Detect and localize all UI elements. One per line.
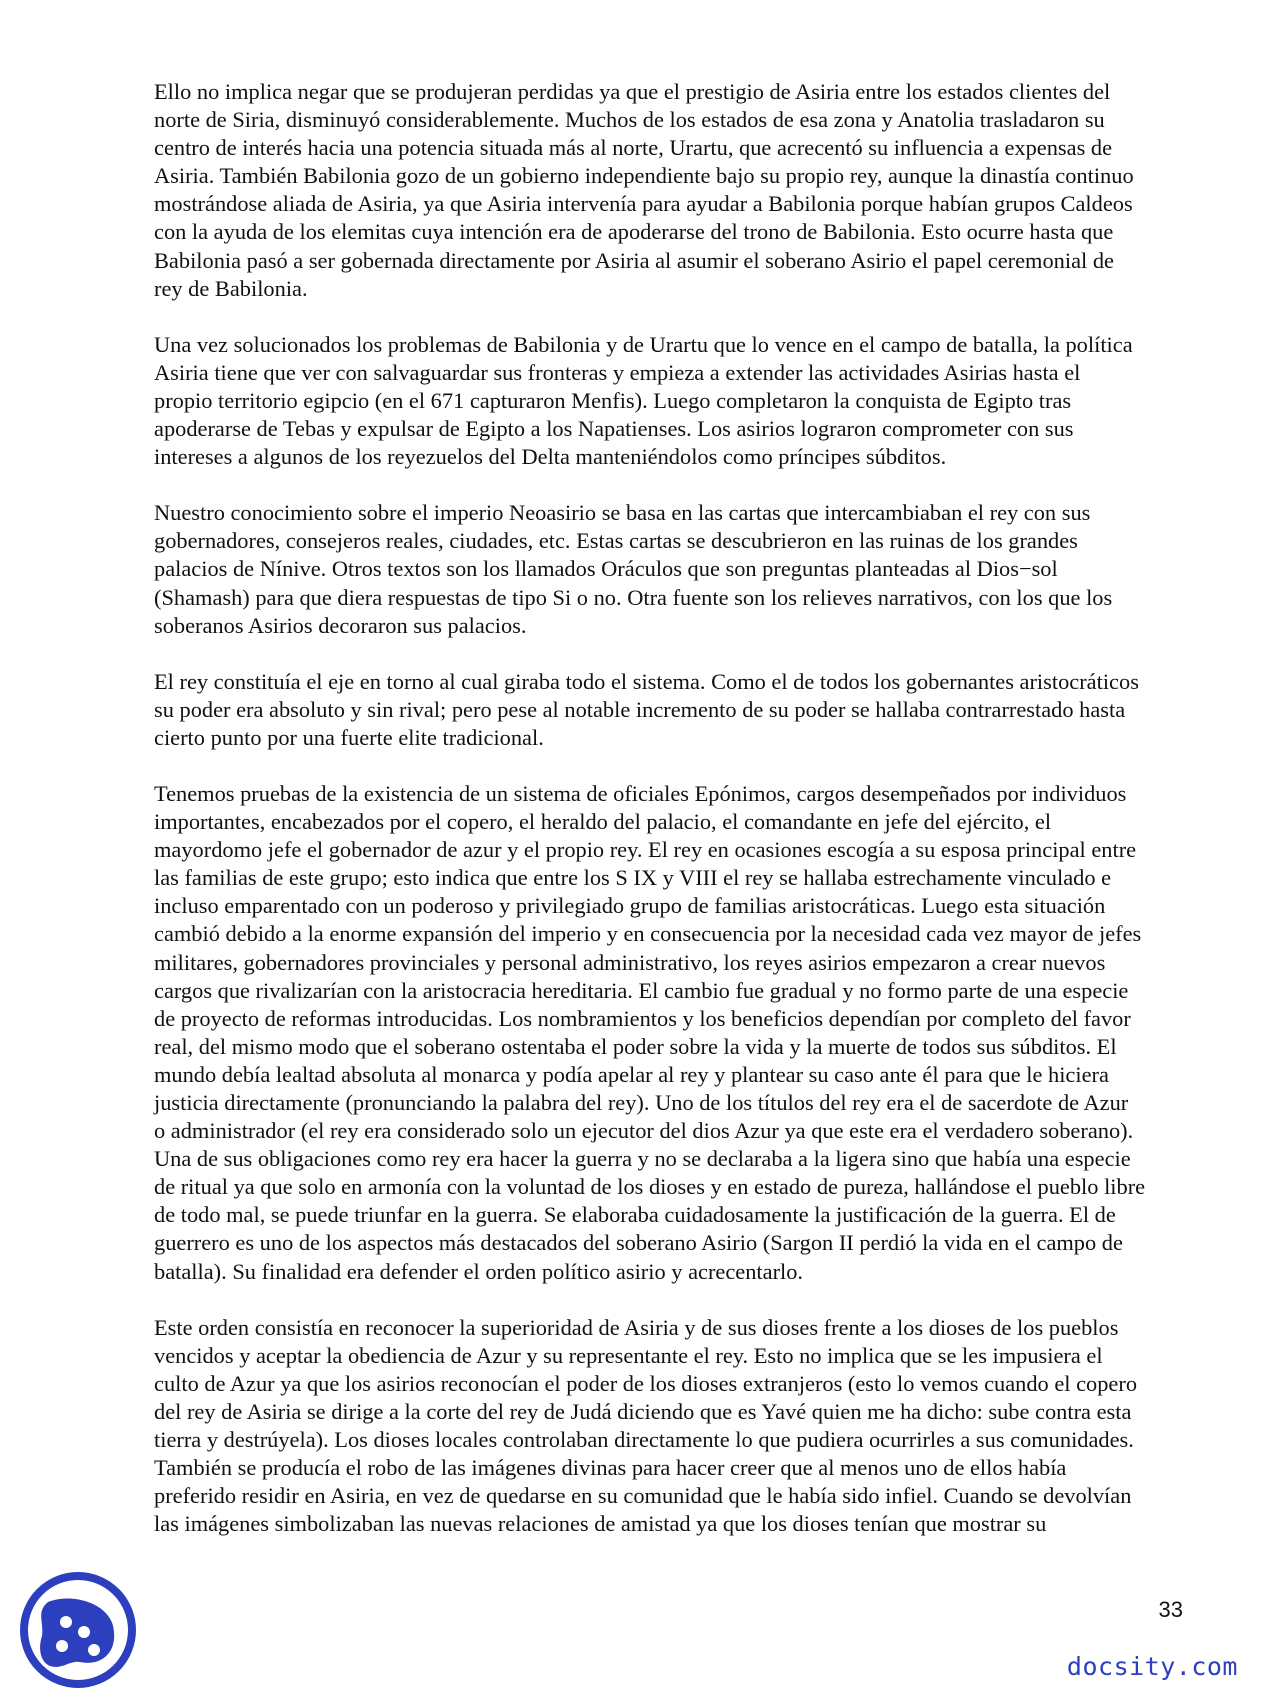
document-body — [154, 78, 1194, 1566]
paragraph-6: Este orden consistía en reconocer la superioridad de Asiria y de sus dioses frente a los dioses de los pueblos vencidos y aceptar la obediencia de Azur y su representante el rey. Esto no implica que se les impusiera el culto de Azur ya que los asirios reconocían el poder de los dioses extranjeros (esto lo vemos cuando el copero del rey de Asiria se dirige a la corte del rey de Judá diciendo que es Yavé quien me ha dicho: sube contra esta tierra y destrúyela). Los dioses locales controlaban directamente lo que pudiera ocurrirles a sus comunidades. También se producía el robo de las imágenes divinas para hacer creer que al menos uno de ellos había preferido residir en Asiria, en vez de quedarse en su comunidad que le había sido infiel. Cuando se devolvían las imágenes simbolizaban las nuevas relaciones de amistad ya que los dioses tenían que mostrar su — [154, 1314, 1138, 1537]
docsity-site-link[interactable]: docsity.com — [1066, 1652, 1238, 1681]
paragraph-2: Una vez solucionados los problemas de Babilonia y de Urartu que lo vence en el campo de batalla, la política Asiria tiene que ver con salvaguardar sus fronteras y empieza a extender las actividades Asirias hasta el propio territorio egipcio (en el 671 capturaron Menfis). Luego completaron la conquista de Egipto tras apoderarse de Tebas y expulsar de Egipto a los Napatienses. Los asirios lograron comprometer con sus intereses a algunos de los reyezuelos del Delta manteniéndolos como príncipes súbditos. — [154, 331, 1133, 470]
paragraph-3: Nuestro conocimiento sobre el imperio Neoasirio se basa en las cartas que intercambiaban el rey con sus gobernadores, consejeros reales, ciudades, etc. Estas cartas se descubrieron en las ruinas de los grandes palacios de Nínive. Otros textos son los llamados Oráculos que son preguntas planteadas al Dios−sol (Shamash) para que diera respuestas de tipo Si o no. Otra fuente son los relieves narrativos, con los que los soberanos Asirios decoraron sus palacios. — [154, 500, 1113, 638]
page-number: 33 — [1158, 1597, 1183, 1622]
paragraph-5: Tenemos pruebas de la existencia de un sistema de oficiales Epónimos, cargos desempeñados por individuos importantes, encabezados por el copero, el heraldo del palacio, el comandante en jefe del ejército, el mayordomo jefe el gobernador de azur y el propio rey. El rey en ocasiones escogía a su esposa principal entre las familias de este grupo; esto indica que entre los S IX y VIII el rey se hallaba estrechamente vinculado e incluso emparentado con un poderoso y privilegiado grupo de familias aristocráticas. Luego esta situación cambió debido a la enorme expansión del imperio y en consecuencia por la necesidad cada vez mayor de jefes militares, gobernadores provinciales y personal administrativo, los reyes asirios empezaron a crear nuevos cargos que rivalizarían con la aristocracia hereditaria. El cambio fue gradual y no formo parte de una especie de proyecto de reformas introducidas. Los nombramientos y los beneficios dependían por completo del favor real, del mismo modo que el soberano ostentaba el poder sobre la vida y la muerte de todos sus súbditos. El mundo debía lealtad absoluta al monarca y podía apelar al rey y plantear su caso ante él para que le hiciera justicia directamente (pronunciando la palabra del rey). Uno de los títulos del rey era el de sacerdote de Azur o administrador (el rey era considerado solo un ejecutor del dios Azur ya que este era el verdadero soberano). Una de sus obligaciones como rey era hacer la guerra y no se declaraba a la ligera sino que había una especie de ritual ya que solo en armonía con la voluntad de los dioses y en estado de pureza, hallándose el pueblo libre de todo mal, se puede triunfar en la guerra. Se elaboraba cuidadosamente la justificación de la guerra. El de guerrero es uno de los aspectos más destacados del soberano Asirio (Sargon II perdió la vida en el campo de batalla). Su finalidad era defender el orden político asirio y acrecentarlo. — [154, 780, 1146, 1284]
paragraph-1: Ello no implica negar que se produjeran perdidas ya que el prestigio de Asiria entre los estados clientes del norte de Siria, disminuyó considerablemente. Muchos de los estados de esa zona y Anatolia trasladaron su centro de interés hacia una potencia situada más al norte, Urartu, que acrecentó su influencia a expensas de Asiria. También Babilonia gozo de un gobierno independiente bajo su propio rey, aunque la dinastía continuo mostrándose aliada de Asiria, ya que Asiria intervenía para ayudar a Babilonia porque habían grupos Caldeos con la ayuda de los elemitas cuya intención era de apoderarse del trono de Babilonia. Esto ocurre hasta que Babilonia pasó a ser gobernada directamente por Asiria al asumir el soberano Asirio el papel ceremonial de rey de Babilonia. — [154, 79, 1134, 301]
docsity-logo-icon[interactable] — [18, 1570, 138, 1690]
docsity-logo-svg — [18, 1570, 138, 1690]
paragraph-4: El rey constituía el eje en torno al cual giraba todo el sistema. Como el de todos los gobernantes aristocráticos su poder era absoluto y sin rival; pero pese al notable incremento de su poder se hallaba contrarrestado hasta cierto punto por una fuerte elite tradicional. — [154, 668, 1139, 750]
